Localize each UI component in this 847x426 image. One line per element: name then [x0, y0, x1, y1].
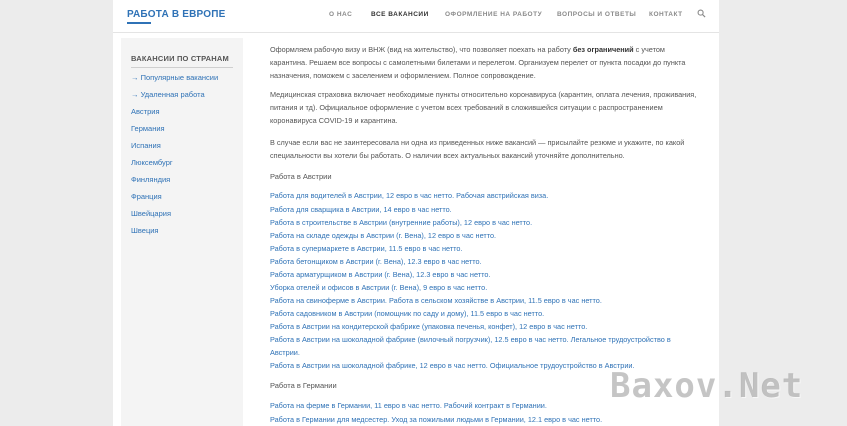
job-link[interactable]: Работа в Австрии на шоколадной фабрике, 12 евро в час нетто. Официальное трудоустройство в Австрии.: [270, 361, 635, 370]
sidebar-item-france[interactable]: Франция: [131, 192, 162, 201]
sidebar-item-popular[interactable]: → Популярные вакансии: [131, 73, 219, 82]
sidebar-divider: [131, 67, 233, 68]
search-icon[interactable]: [697, 9, 706, 18]
logo-underline: [127, 22, 151, 24]
resume-paragraph: В случае если вас не заинтересовала ни одна из приведенных ниже вакансий — присылайте резюме и укажите, по какой специальности вы хотели бы работать. О наличии всех актуальных вакансий уточняйте дополнительно.: [270, 138, 685, 160]
nav-contact[interactable]: КОНТАКТ: [649, 11, 683, 18]
heading-austria: Работа в Австрии: [270, 172, 332, 181]
job-link[interactable]: Работа для водителей в Австрии, 12 евро в час нетто. Рабочая австрийская виза.: [270, 191, 549, 200]
site-header: [113, 0, 719, 33]
sidebar-item-austria[interactable]: Австрия: [131, 107, 160, 116]
job-link[interactable]: Работа на складе одежды в Австрии (г. Вена), 12 евро в час нетто.: [270, 231, 497, 240]
sidebar-item-sweden[interactable]: Швеция: [131, 226, 159, 235]
sidebar: [121, 38, 243, 426]
heading-germany: Работа в Германии: [270, 381, 337, 390]
nav-faq[interactable]: ВОПРОСЫ И ОТВЕТЫ: [557, 11, 637, 18]
nav-employment[interactable]: ОФОРМЛЕНИЕ НА РАБОТУ: [445, 11, 543, 18]
job-link[interactable]: Работа в Австрии на кондитерской фабрике (упаковка печенья, конфет), 12 евро в час нетто.: [270, 322, 588, 331]
job-link[interactable]: Работа для сварщика в Австрии, 14 евро в час нетто.: [270, 205, 452, 214]
site-logo[interactable]: РАБОТА В ЕВРОПЕ: [127, 9, 226, 20]
job-link[interactable]: Работа в Австрии на шоколадной фабрике (вилочный погрузчик), 12.5 евро в час нетто. Легальное трудоустройство в Австрии.: [270, 335, 671, 357]
sidebar-item-germany[interactable]: Германия: [131, 124, 165, 133]
sidebar-item-spain[interactable]: Испания: [131, 141, 161, 150]
nav-about[interactable]: О НАС: [329, 11, 353, 18]
job-link[interactable]: Работа на ферме в Германии, 11 евро в час нетто. Рабочий контракт в Германии.: [270, 401, 547, 410]
nav-all-vacancies[interactable]: ВСЕ ВАКАНСИИ: [371, 11, 429, 18]
sidebar-item-luxembourg[interactable]: Люксембург: [131, 158, 173, 167]
job-link[interactable]: Работа в Германии для медсестер. Уход за пожилыми людьми в Германии, 12.1 евро в час нетто.: [270, 415, 603, 424]
sidebar-item-switzerland[interactable]: Швейцария: [131, 209, 172, 218]
sidebar-item-remote[interactable]: → Удаленная работа: [131, 90, 205, 99]
watermark-text: Baxov.Net: [610, 366, 804, 406]
job-link[interactable]: Уборка отелей и офисов в Австрии (г. Вена), 9 евро в час нетто.: [270, 283, 488, 292]
job-link[interactable]: Работа в супермаркете в Австрии, 11.5 евро в час нетто.: [270, 244, 463, 253]
intro-paragraph: [270, 43, 700, 82]
job-link[interactable]: Работа арматурщиком в Австрии (г. Вена), 12.3 евро в час нетто.: [270, 270, 491, 279]
intro-bold-text: без ограничений: [572, 45, 634, 54]
job-link[interactable]: Работа бетонщиком в Австрии (г. Вена), 12.3 евро в час нетто.: [270, 257, 482, 266]
job-link[interactable]: Работа на свиноферме в Австрии. Работа в сельском хозяйстве в Австрии, 11.5 евро в час нетто.: [270, 296, 602, 305]
insurance-paragraph: Медицинская страховка включает необходимые пункты относительно коронавируса (карантин, оплата лечения, проживания, питания и тд). Официальное оформление с учетом всех требований в сложившейся ситуации с распространением коронавируса COVID-19 и карантина.: [270, 90, 697, 125]
page-container: [113, 0, 719, 426]
job-link[interactable]: Работа садовником в Австрии (помощник по саду и дому), 11.5 евро в час нетто.: [270, 309, 545, 318]
sidebar-item-finland[interactable]: Финляндия: [131, 175, 171, 184]
intro-text-end: с учетом карантина. Решаем все вопросы с самолетными билетами и перелетом. Организуем перелет от пункта посадки до пункта назначения, поможем с заселением и оформлением. Полное сопровождение.: [270, 45, 686, 80]
sidebar-title: ВАКАНСИИ ПО СТРАНАМ: [131, 54, 229, 63]
intro-text-start: Оформляем рабочую визу и ВНЖ (вид на жительство), что позволяет поехать на работу: [270, 45, 573, 54]
job-link[interactable]: Работа в строительстве в Австрии (внутренние работы), 12 евро в час нетто.: [270, 218, 533, 227]
